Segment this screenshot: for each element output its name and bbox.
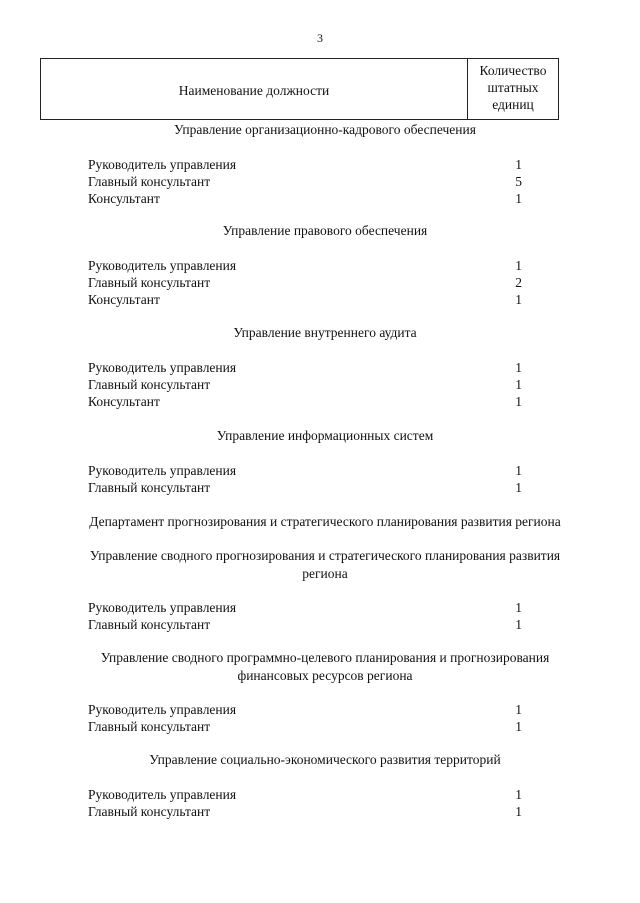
count-header-line: Количество (479, 63, 547, 78)
position-name: Руководитель управления (88, 600, 237, 615)
staff-row (0, 616, 640, 633)
staff-row (0, 190, 640, 207)
position-name: Главный консультант (88, 480, 211, 495)
position-name: Консультант (88, 292, 160, 307)
count-header-line: единиц (492, 97, 534, 112)
section-title: Управление внутреннего аудита (233, 325, 417, 340)
position-count: 1 (515, 617, 522, 632)
section (0, 649, 640, 735)
position-count: 1 (515, 804, 522, 819)
position-count: 1 (515, 463, 522, 478)
position-name: Руководитель управления (88, 157, 237, 172)
staff-row (0, 393, 640, 410)
position-count: 1 (515, 600, 522, 615)
section-title: Управление организационно-кадрового обеспечения (174, 122, 476, 137)
section-title: Управление сводного прогнозирования и стратегического планирования развития региона (89, 548, 561, 581)
section-title: Управление социально-экономического развития территорий (149, 752, 501, 767)
table-header (40, 58, 559, 120)
position-count: 1 (515, 292, 522, 307)
position-name: Руководитель управления (88, 702, 237, 717)
position-name: Руководитель управления (88, 787, 237, 802)
count-header-line: штатных (487, 80, 539, 95)
department-section (0, 513, 640, 531)
position-name: Консультант (88, 191, 160, 206)
position-count: 1 (515, 394, 522, 409)
staff-row (0, 156, 640, 173)
section (0, 547, 640, 633)
position-name: Консультант (88, 394, 160, 409)
staff-row (0, 786, 640, 803)
section (0, 121, 640, 207)
position-name: Главный консультант (88, 275, 211, 290)
position-count: 1 (515, 719, 522, 734)
staff-row (0, 359, 640, 376)
staff-row (0, 599, 640, 616)
position-count: 1 (515, 191, 522, 206)
staff-row (0, 173, 640, 190)
staff-row (0, 257, 640, 274)
position-count: 1 (515, 787, 522, 802)
column-header-staff-count (468, 59, 558, 119)
staff-list (0, 121, 640, 820)
section (0, 222, 640, 308)
staff-row (0, 718, 640, 735)
position-count: 1 (515, 360, 522, 375)
position-count: 5 (515, 174, 522, 189)
position-name: Руководитель управления (88, 463, 237, 478)
staff-row (0, 274, 640, 291)
staff-row (0, 479, 640, 496)
position-count: 1 (515, 157, 522, 172)
position-count: 2 (515, 275, 522, 290)
section-title: Управление сводного программно-целевого планирования и прогнозирования финансовых ресурсов региона (100, 650, 550, 683)
staff-row (0, 803, 640, 820)
position-count: 1 (515, 480, 522, 495)
staff-row (0, 462, 640, 479)
position-name: Руководитель управления (88, 258, 237, 273)
position-name: Главный консультант (88, 719, 211, 734)
position-name: Главный консультант (88, 174, 211, 189)
position-name: Главный консультант (88, 377, 211, 392)
position-count: 1 (515, 702, 522, 717)
position-count: 1 (515, 258, 522, 273)
staff-row (0, 291, 640, 308)
section-title: Управление правового обеспечения (222, 223, 428, 238)
staff-row (0, 376, 640, 393)
department-title: Департамент прогнозирования и стратегического планирования развития региона (89, 514, 561, 529)
section (0, 324, 640, 410)
section-title: Управление информационных систем (216, 428, 434, 443)
position-name: Руководитель управления (88, 360, 237, 375)
page-number: 3 (317, 31, 323, 45)
section (0, 427, 640, 496)
position-name: Главный консультант (88, 804, 211, 819)
staff-row (0, 701, 640, 718)
position-name: Главный консультант (88, 617, 211, 632)
section (0, 751, 640, 820)
position-count: 1 (515, 377, 522, 392)
column-header-position-name: Наименование должности (41, 59, 468, 119)
